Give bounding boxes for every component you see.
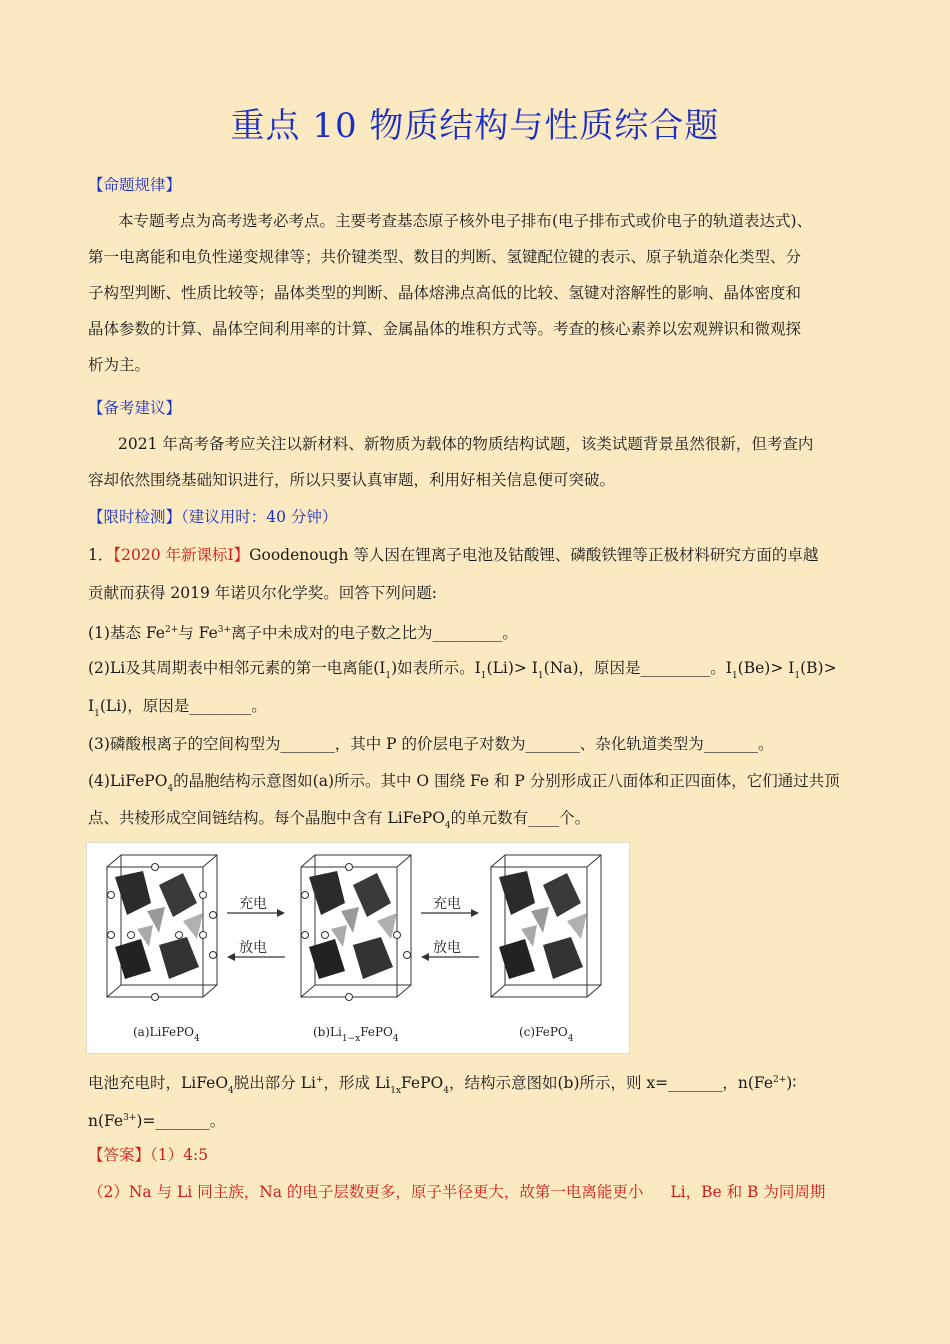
question-part-4-cont: 点、共棱形成空间链结构。每个晶胞中含有 LiFePO$_4$的单元数有____个。 [88,809,591,831]
question-text: Goodenough 等人因在锂离子电池及钴酸锂、磷酸铁锂等正极材料研究方面的卓越 [249,546,819,564]
question-part-4: (4)LiFePO$_4$的晶胞结构示意图如(a)所示。其中 O 围绕 Fe 和 P 分别形成正八面体和正四面体，它们通过共顶 [88,772,840,794]
test-heading: 【限时检测】（建议用时：40 分钟） [88,508,338,526]
rule-line: 子构型判断、性质比较等；晶体类型的判断、晶体熔沸点高低的比较、氢键对溶解性的影响、晶体密度和 [88,284,802,302]
cell-a [107,855,217,1001]
crystal-structure-figure [86,842,630,1054]
question-source: 【2020 年新课标Ⅰ】 [113,546,250,564]
question-number: 1． [88,546,114,564]
question-part-4-line-3: 电池充电时，LiFeO$_4$脱出部分 Li+，形成 $Li_{1x}FePO_4$，结构示意图如(b)所示，则 x=_______，$n(Fe^{2+})∶$ [88,1074,797,1096]
crystal-structure-diagram [87,843,629,1053]
question-part-4-line-4: $n(Fe^{3+})=\_\_\_\_\_\_\_$。 [88,1112,226,1130]
advice-line: 2021 年高考备考应关注以新材料、新物质为载体的物质结构试题，该类试题背景虽然很新，但考查内 [118,435,814,453]
caption-b: $(b)Li_{1-x}FePO_4$ [313,1025,399,1044]
question-1-line-1 [88,545,868,565]
advice-heading: 【备考建议】 [88,399,182,417]
rule-heading: 【命题规律】 [88,176,182,194]
rule-line: 晶体参数的计算、晶体空间利用率的计算、金属晶体的堆积方式等。考查的核心素养以宏观辨识和微观探 [88,320,802,338]
discharge-label-1: 放电 [239,940,267,956]
question-part-2: (2)Li及其周期表中相邻元素的第一电离能$(I_1)$如表所示。$I_1(Li)> I_1(Na)$，原因是_________。$I_1(Be)> I_1(B)>$ [88,659,837,681]
rule-line: 析为主。 [88,356,151,374]
answer-1: （1）4:5 [150,1146,209,1164]
cell-c [491,855,601,997]
answer-line-2 [88,1182,868,1202]
charge-label-2: 充电 [433,896,461,912]
rule-line: 第一电离能和电负性递变规律等；共价键类型、数目的判断、氢键配位键的表示、原子轨道杂化类型、分 [88,248,802,266]
answer-line-1 [88,1145,868,1165]
charge-label-1: 充电 [239,896,267,912]
caption-c: (c)FePO$_4$ [519,1025,574,1044]
cell-b [301,855,411,1001]
question-1-line-2: 贡献而获得 2019 年诺贝尔化学奖。回答下列问题: [88,584,438,602]
question-part-1: (1)基态 $Fe^{2+}$与 $Fe^{3+}$离子中未成对的电子数之比为_________。 [88,624,518,642]
answer-2-cont: Li，Be 和 B 为同周期 [670,1183,826,1201]
question-part-3: (3)磷酸根离子的空间构型为_______，其中 P 的价层电子对数为_______、杂化轨道类型为_______。 [88,735,774,753]
rule-line: 本专题考点为高考选考必考点。主要考查基态原子核外电子排布(电子排布式或价电子的轨道表达式)、 [118,212,813,230]
question-part-2-cont: $I_1(Li)$，原因是________。 [88,697,267,719]
caption-a: (a)LiFePO$_4$ [133,1025,200,1044]
advice-line: 容却依然围绕基础知识进行，所以只要认真审题，利用好相关信息便可突破。 [88,471,616,489]
answer-2: （2）Na 与 Li 同主族，Na 的电子层数更多，原子半径更大，故第一电离能更小 [88,1183,644,1201]
discharge-label-2: 放电 [433,940,461,956]
page-title: 重点 10 物质结构与性质综合题 [230,106,720,146]
answer-label: 【答案】 [88,1146,151,1164]
